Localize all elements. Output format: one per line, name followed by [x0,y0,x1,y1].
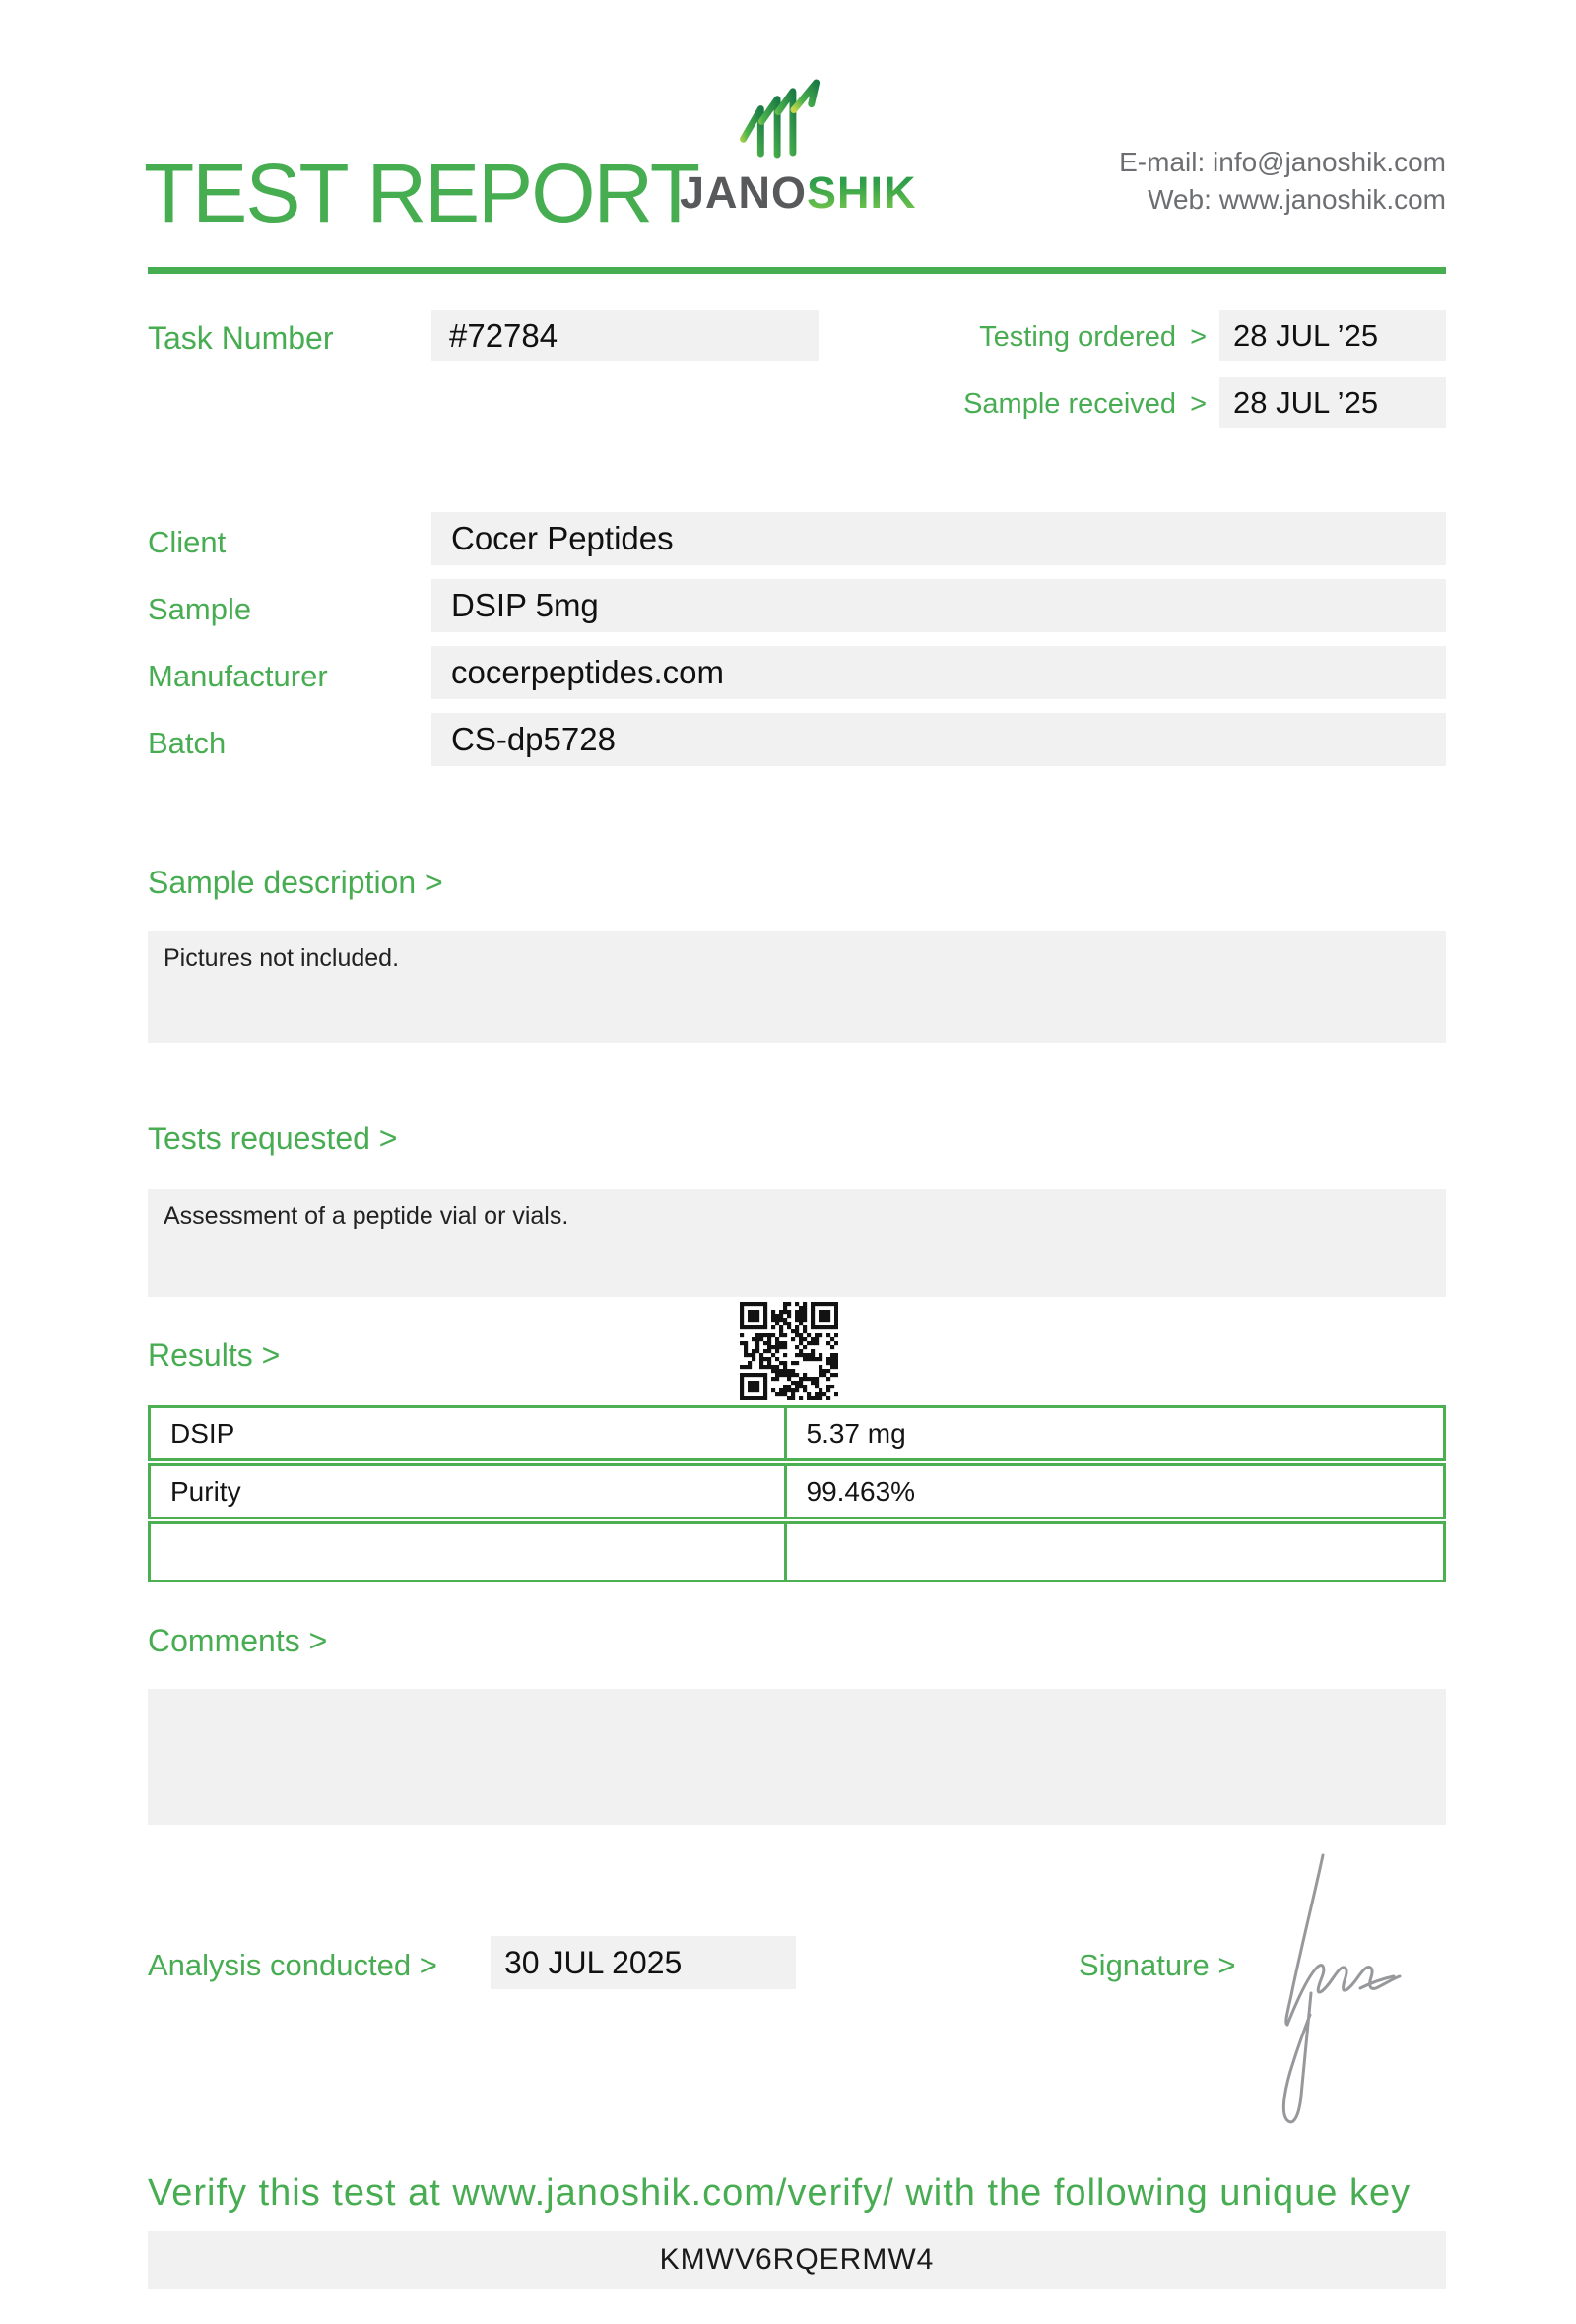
verify-key: KMWV6RQERMW4 [148,2231,1446,2289]
chevron-icon: > [1190,388,1207,420]
sample-description-box: Pictures not included. [148,931,1446,1043]
client-label: Client [148,525,227,559]
qr-code [740,1302,838,1400]
comments-box [148,1689,1446,1825]
results-heading: Results > [148,1337,281,1373]
sample-description-heading: Sample description > [148,865,443,900]
testing-ordered-label: Testing ordered > [979,321,1207,353]
comments-heading: Comments > [148,1623,328,1658]
table-row [148,1463,1446,1519]
result-value [787,1524,1444,1580]
logo-word-dark: JANO [680,167,808,218]
results-table [148,1405,1446,1584]
table-row [148,1405,1446,1461]
result-name: DSIP [151,1408,787,1458]
result-name: Purity [151,1466,787,1517]
result-value: 99.463% [806,1475,916,1507]
table-row [148,1521,1446,1582]
manufacturer-label: Manufacturer [148,659,328,693]
page-title: TEST REPORT [144,147,699,239]
tests-requested-box: Assessment of a peptide vial or vials. [148,1189,1446,1297]
manufacturer-value: cocerpeptides.com [431,646,1446,699]
tests-requested-heading: Tests requested > [148,1121,398,1156]
task-number-label: Task Number [148,320,334,355]
analysis-conducted-label: Analysis conducted > [148,1948,437,1982]
header-divider [148,267,1446,274]
sample-value: DSIP 5mg [431,579,1446,632]
logo-word-green: SHIK [807,167,917,218]
contact-email: E-mail: info@janoshik.com [1119,147,1446,177]
janoshik-logo-word [680,167,917,219]
chevron-icon: > [1190,321,1207,353]
result-value: 5.37 mg [806,1417,906,1449]
sample-label: Sample [148,592,252,626]
sample-received-value: 28 JUL ’25 [1219,377,1446,428]
signature-image [1266,1847,1542,2172]
testing-ordered-value: 28 JUL ’25 [1219,310,1446,361]
batch-value: CS-dp5728 [431,713,1446,766]
janoshik-logo-icon [737,77,835,160]
client-value: Cocer Peptides [431,512,1446,565]
verify-text: Verify this test at www.janoshik.com/verify/ with the following unique key [148,2172,1412,2214]
result-name [151,1524,787,1580]
analysis-conducted-value: 30 JUL 2025 [491,1936,796,1989]
contact-block [1119,144,1446,219]
signature-label: Signature > [1079,1948,1236,1982]
batch-label: Batch [148,726,227,760]
contact-web: Web: www.janoshik.com [1148,184,1446,215]
sample-received-label: Sample received > [963,388,1207,420]
task-number-value: #72784 [431,310,819,361]
